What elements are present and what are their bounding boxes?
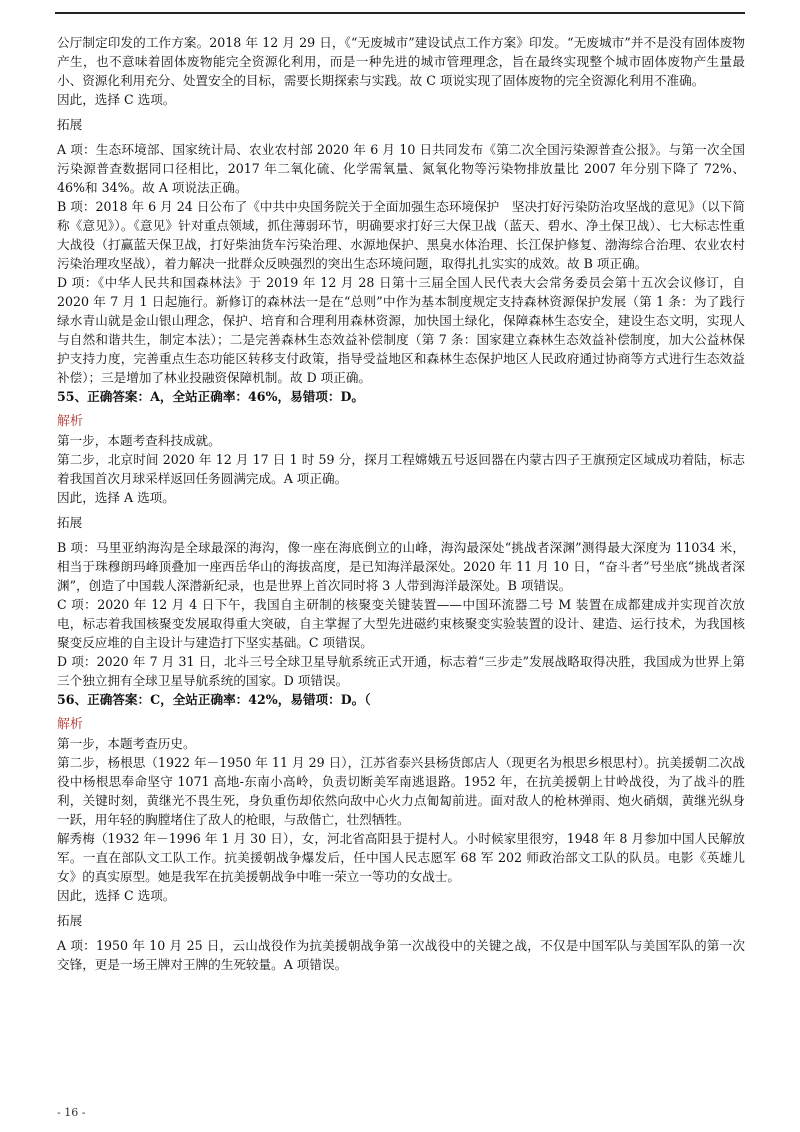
paragraph: 因此，选择 A 选项。: [57, 490, 175, 505]
paragraph: 第一步，本题考查科技成就。: [57, 433, 221, 448]
paragraph: D 项：《中华人民共和国森林法》于 2019 年 12 月 28 日第十三届全国人民代表大会常务委员会第十五次会议修订，自 2020 年 7 月 1 日起施行。新修订的森林法一是在“总则”中作为基本制度规定支持森林资源保护发展（第 1 条：为了践行绿水青山就是金山银山理念，保护、培育和合理利用森林资源，加快国土绿化，保障森林生态安全，建设生态文明，实现人与自然和谐共生，制定本法）；二是完善森林生态效益补偿制度（第 7 条：国家建立森林生态效益补偿制度，加大公益林保护支持力度，完善重点生态功能区转移支付政策，指导受益地区和森林生态保护地区人民政府通过协商等方式进行生态效益补偿）；三是增加了林业投融资保障机制。故 D 项正确。: [57, 275, 745, 385]
analysis-heading: 解析: [57, 717, 84, 732]
extension-heading: 拓展: [57, 913, 83, 928]
paragraph: 解秀梅（1932 年－1996 年 1 月 30 日），女，河北省高阳县于提村人。小时候家里很穷，1948 年 8 月参加中国人民解放军。一直在部队文工队工作。抗美援朝战争爆发后，任中国人民志愿军 68 军 202 师政治部文工队的队员。电影《英雄儿女》的真实原型。她是我军在抗美援朝战争中唯一荣立一等功的女战士。: [57, 831, 745, 884]
analysis-heading: 解析: [57, 414, 84, 429]
paragraph: B 项：马里亚纳海沟是全球最深的海沟，像一座在海底倒立的山峰，海沟最深处“挑战者深渊”测得最大深度为 11034 米，相当于珠穆朗玛峰顶叠加一座西岳华山的海拔高度，是已知海洋最深处。2020 年 11 月 10 日，“奋斗者”号坐底“挑战者深渊”，创造了中国载人深潜新纪录，也是世界上首次同时将 3 人带到海洋最深处。B 项错误。: [57, 540, 745, 593]
paragraph: C 项：2020 年 12 月 4 日下午，我国自主研制的核聚变关键装置——中国环流器二号 M 装置在成都建成并实现首次放电，标志着我国核聚变发展取得重大突破，自主掌握了大型先进磁约束核聚变实验装置的设计、建造、运行技术，为我国核聚变反应堆的自主设计与建造打下坚实基础。C 项错误。: [57, 597, 745, 650]
paragraph: 因此，选择 C 选项。: [57, 92, 176, 107]
paragraph: 第二步，北京时间 2020 年 12 月 17 日 1 时 59 分，探月工程嫦娥五号返回器在内蒙古四子王旗预定区域成功着陆，标志着我国首次月球采样返回任务圆满完成。A 项正确。: [57, 452, 745, 486]
answer-line-55: 55、正确答案：A，全站正确率：46%，易错项：D。: [57, 389, 364, 404]
paragraph: 公厅制定印发的工作方案。2018 年 12 月 29 日，《“无废城市”建设试点工作方案》印发。“无废城市”并不是没有固体废物产生，也不意味着固体废物能完全资源化利用，而是一种先进的城市管理理念，旨在最终实现整个城市固体废物产生量最小、资源化利用充分、处置安全的目标，需要长期探索与实践。故 C 项说实现了固体废物的完全资源化利用不准确。: [57, 35, 745, 88]
paragraph: 因此，选择 C 选项。: [57, 888, 176, 903]
paragraph: 第一步，本题考查历史。: [57, 736, 196, 751]
header-rule: [55, 12, 745, 14]
document-body: [57, 33, 745, 974]
answer-line-56: 56、正确答案：C，全站正确率：42%，易错项：D。（: [57, 692, 371, 707]
extension-heading: 拓展: [57, 117, 83, 132]
extension-heading: 拓展: [57, 515, 83, 530]
paragraph: B 项：2018 年 6 月 24 日公布了《中共中央国务院关于全面加强生态环境保护 坚决打好污染防治攻坚战的意见》（以下简称《意见》）。《意见》针对重点领域，抓住薄弱环节，明确要求打好三大保卫战（蓝天、碧水、净土保卫战）、七大标志性重大战役（打赢蓝天保卫战，打好柴油货车污染治理、水源地保护、黑臭水体治理、长江保护修复、渤海综合治理、农业农村污染治理攻坚战），着力解决一批群众反映强烈的突出生态环境问题，取得扎扎实实的成效。故 B 项正确。: [57, 199, 745, 271]
paragraph: 第二步，杨根思（1922 年－1950 年 11 月 29 日），江苏省泰兴县杨货郎店人（现更名为根思乡根思村）。抗美援朝二次战役中杨根思奉命坚守 1071 高地-东南小高岭，负责切断美军南逃退路。1952 年，在抗美援朝上甘岭战役，为了战斗的胜利，关键时刻，黄继光不畏生死，身负重伤却依然向敌中心火力点匍匐前进。面对敌人的枪林弹雨、炮火硝烟，黄继光纵身一跃，用年轻的胸膛堵住了敌人的枪眼，与敌偕亡，壮烈牺牲。: [57, 755, 745, 827]
paragraph: A 项：1950 年 10 月 25 日，云山战役作为抗美援朝战争第一次战役中的关键之战，不仅是中国军队与美国军队的第一次交锋，更是一场王牌对王牌的生死较量。A 项错误。: [57, 938, 745, 972]
paragraph: D 项：2020 年 7 月 31 日，北斗三号全球卫星导航系统正式开通，标志着“三步走”发展战略取得决胜，我国成为世界上第三个独立拥有全球卫星导航系统的国家。D 项错误。: [57, 654, 745, 688]
paragraph: A 项：生态环境部、国家统计局、农业农村部 2020 年 6 月 10 日共同发布《第二次全国污染源普查公报》。与第一次全国污染源普查数据同口径相比，2017 年二氧化硫、化学需氧量、氮氧化物等污染物排放量比 2007 年分别下降了 72%、46%和 34%。故 A 项说法正确。: [57, 142, 745, 195]
page-number: - 16 -: [57, 1106, 86, 1119]
